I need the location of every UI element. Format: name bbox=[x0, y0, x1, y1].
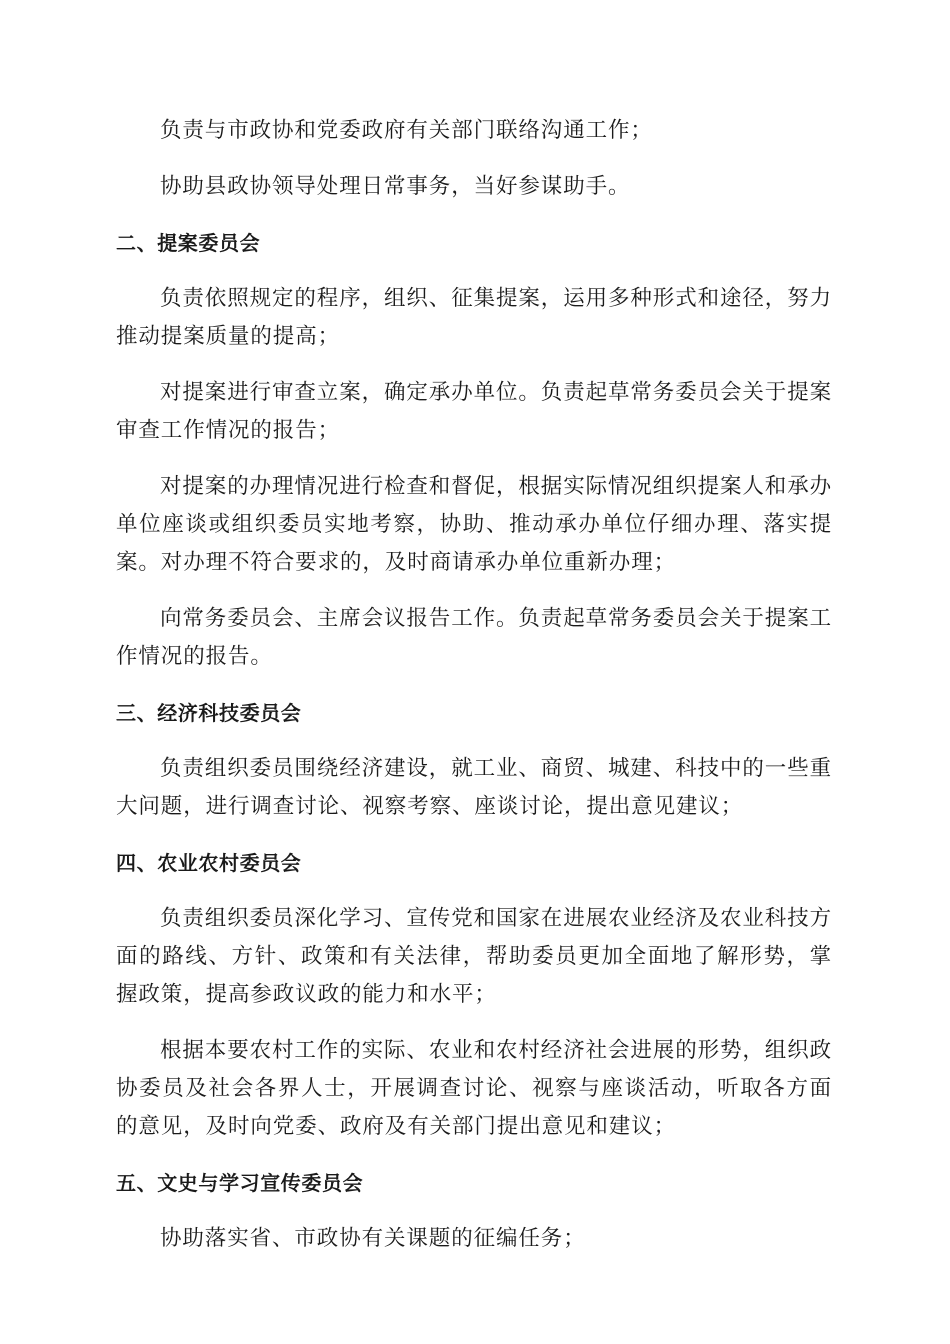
paragraph: 协助县政协领导处理日常事务，当好参谋助手。 bbox=[160, 174, 631, 199]
paragraph: 对提案的办理情况进行检查和督促，根据实际情况组织提案人和承办单位座谈或组织委员实地考察，协助、推动承办单位仔细办理、落实提案。对办理不符合要求的，及时商请承办单位重新办理； bbox=[116, 474, 833, 575]
paragraph: 负责组织委员围绕经济建设，就工业、商贸、城建、科技中的一些重大问题，进行调查讨论、视察考察、座谈讨论，提出意见建议； bbox=[116, 756, 833, 819]
paragraph: 协助落实省、市政协有关课题的征编任务； bbox=[160, 1226, 586, 1251]
section-heading: 三、经济科技委员会 bbox=[116, 701, 302, 725]
section-heading: 二、提案委员会 bbox=[116, 231, 261, 255]
paragraph: 负责依照规定的程序，组织、征集提案，运用多种形式和途径，努力推动提案质量的提高； bbox=[116, 286, 833, 349]
section-heading: 四、农业农村委员会 bbox=[116, 851, 302, 875]
section-heading: 五、文史与学习宣传委员会 bbox=[116, 1171, 364, 1195]
paragraph: 负责组织委员深化学习、宣传党和国家在进展农业经济及农业科技方面的路线、方针、政策和有关法律，帮助委员更加全面地了解形势，掌握政策，提高参政议政的能力和水平； bbox=[116, 906, 833, 1007]
paragraph: 对提案进行审查立案，确定承办单位。负责起草常务委员会关于提案审查工作情况的报告； bbox=[116, 380, 833, 443]
document-page bbox=[116, 112, 832, 1276]
paragraph: 向常务委员会、主席会议报告工作。负责起草常务委员会关于提案工作情况的报告。 bbox=[116, 606, 833, 669]
paragraph: 负责与市政协和党委政府有关部门联络沟通工作； bbox=[160, 118, 653, 143]
paragraph: 根据本要农村工作的实际、农业和农村经济社会进展的形势，组织政协委员及社会各界人士，开展调查讨论、视察与座谈活动，听取各方面的意见，及时向党委、政府及有关部门提出意见和建议； bbox=[116, 1038, 833, 1139]
